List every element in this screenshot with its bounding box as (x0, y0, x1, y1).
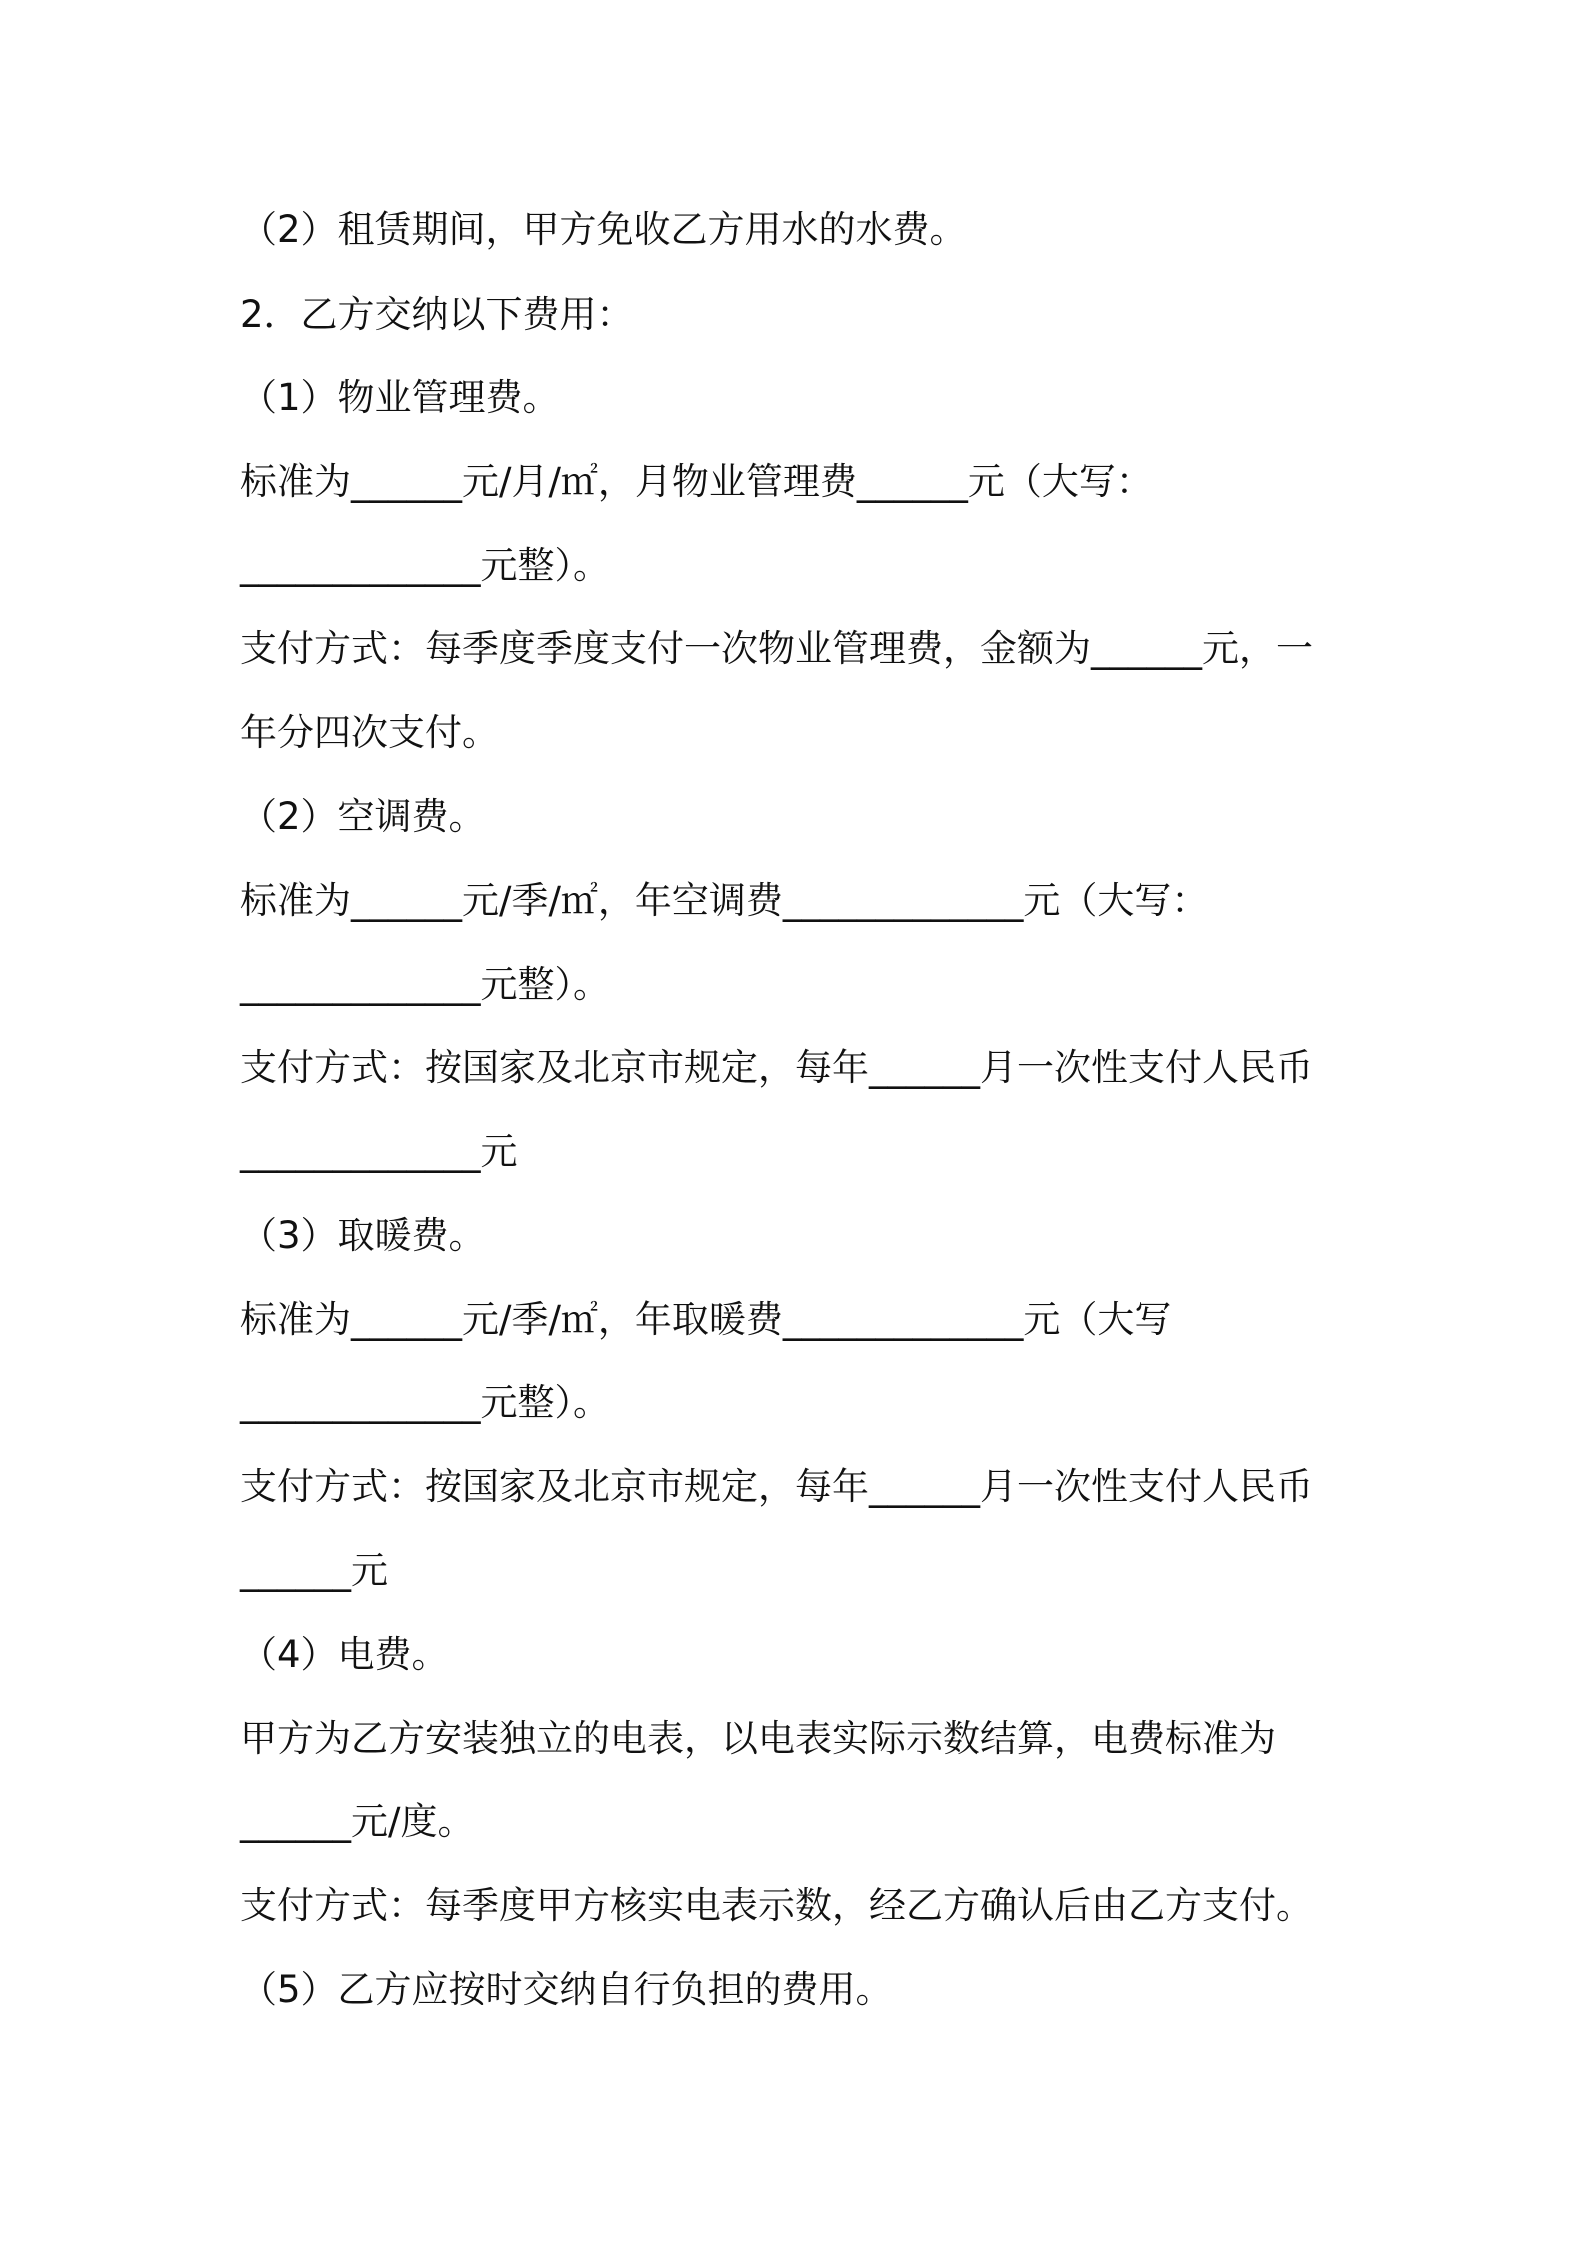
ac-fee-standard-line: 标准为______元/季/㎡，年空调费_____________元（大写： (240, 879, 1209, 922)
heating-fee-payment-amount: ______元 (240, 1549, 388, 1592)
heating-fee-payment-line: 支付方式：按国家及北京市规定，每年______月一次性支付人民币 (240, 1465, 1313, 1508)
ac-fee-payment-amount: _____________元 (240, 1130, 518, 1173)
electricity-rate-line: ______元/度。 (240, 1800, 475, 1843)
property-fee-payment-line: 支付方式：每季度季度支付一次物业管理费，金额为______元，一 (240, 627, 1313, 670)
heating-fee-standard-line: 标准为______元/季/㎡，年取暖费_____________元（大写 (240, 1298, 1172, 1341)
item-tenant-fees-on-time: （5）乙方应按时交纳自行负担的费用。 (240, 1968, 893, 2011)
item-heating-fee: （3）取暖费。 (240, 1214, 486, 1257)
ac-fee-payment-line: 支付方式：按国家及北京市规定，每年______月一次性支付人民币 (240, 1046, 1313, 1089)
electricity-meter-line: 甲方为乙方安装独立的电表，以电表实际示数结算，电费标准为 (240, 1717, 1276, 1760)
electricity-payment-line: 支付方式：每季度甲方核实电表示数，经乙方确认后由乙方支付。 (240, 1884, 1313, 1927)
paragraph-water-fee-exemption: （2）租赁期间，甲方免收乙方用水的水费。 (240, 208, 967, 251)
property-fee-standard-line: 标准为______元/月/㎡，月物业管理费______元（大写： (240, 460, 1153, 503)
property-fee-capital-line: _____________元整）。 (240, 544, 610, 587)
property-fee-payment-continued: 年分四次支付。 (240, 711, 499, 754)
item-property-management-fee: （1）物业管理费。 (240, 376, 560, 419)
ac-fee-capital-line: _____________元整）。 (240, 963, 610, 1006)
item-electricity-fee: （4）电费。 (240, 1633, 449, 1676)
item-air-conditioning-fee: （2）空调费。 (240, 795, 486, 838)
heating-fee-capital-line: _____________元整）。 (240, 1381, 610, 1424)
heading-tenant-fees: 2．乙方交纳以下费用： (240, 293, 634, 336)
